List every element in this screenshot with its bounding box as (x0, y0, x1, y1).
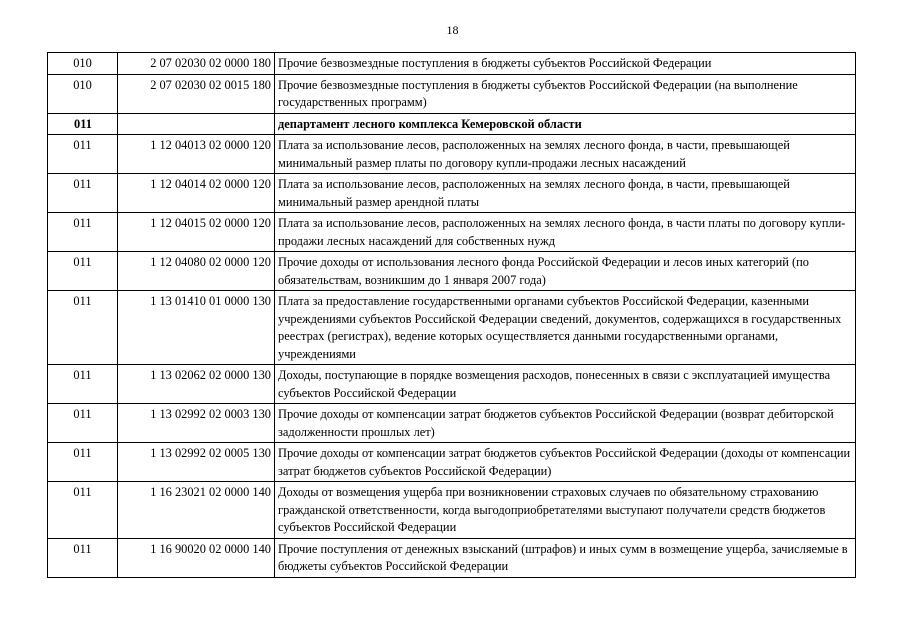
admin-code-cell: 011 (48, 174, 118, 213)
table-row (48, 443, 856, 482)
budget-code-cell: 1 13 02062 02 0000 130 (118, 365, 275, 404)
admin-code-cell: 010 (48, 74, 118, 113)
admin-code-cell: 011 (48, 213, 118, 252)
budget-code-cell: 1 12 04015 02 0000 120 (118, 213, 275, 252)
income-name-cell: Плата за предоставление государственными органами субъектов Российской Федерации, казенными учреждениями субъектов Российской Федерации сведений, документов, содержащихся в государственных реестрах (регистрах), ведение которых осуществляется данными государственными органами, учреждениями (275, 291, 856, 365)
budget-code-cell: 1 13 01410 01 0000 130 (118, 291, 275, 365)
income-name-cell: Прочие доходы от компенсации затрат бюджетов субъектов Российской Федерации (доходы от компенсации затрат бюджетов субъектов Российской Федерации) (275, 443, 856, 482)
budget-code-cell: 2 07 02030 02 0015 180 (118, 74, 275, 113)
admin-code-cell: 011 (48, 291, 118, 365)
income-name-cell: Доходы от возмещения ущерба при возникновении страховых случаев по обязательному страхованию гражданской ответственности, когда выгодоприобретателями выступают получатели средств бюджетов субъектов Российской Федерации (275, 482, 856, 539)
budget-code-cell: 1 13 02992 02 0003 130 (118, 404, 275, 443)
income-name-cell: Доходы, поступающие в порядке возмещения расходов, понесенных в связи с эксплуатацией имущества субъектов Российской Федерации (275, 365, 856, 404)
income-name-cell: Плата за использование лесов, расположенных на землях лесного фонда, в части платы по договору купли-продажи лесных насаждений для собственных нужд (275, 213, 856, 252)
table-row (48, 252, 856, 291)
budget-code-cell: 1 16 90020 02 0000 140 (118, 538, 275, 577)
admin-code-cell: 011 (48, 135, 118, 174)
admin-code-cell: 011 (48, 252, 118, 291)
income-name-cell: Прочие доходы от использования лесного фонда Российской Федерации и лесов иных категорий (по обязательствам, возникшим до 1 января 2007 года) (275, 252, 856, 291)
admin-code-cell: 011 (48, 443, 118, 482)
admin-code-cell: 011 (48, 404, 118, 443)
admin-code-cell: 011 (48, 113, 118, 135)
budget-code-cell: 1 12 04013 02 0000 120 (118, 135, 275, 174)
income-name-cell: Прочие доходы от компенсации затрат бюджетов субъектов Российской Федерации (возврат дебиторской задолженности прошлых лет) (275, 404, 856, 443)
income-name-cell: Прочие безвозмездные поступления в бюджеты субъектов Российской Федерации (275, 53, 856, 75)
table-row (48, 404, 856, 443)
page-number: 18 (446, 23, 459, 37)
budget-code-cell: 1 16 23021 02 0000 140 (118, 482, 275, 539)
table-row (48, 482, 856, 539)
table-row (48, 74, 856, 113)
table-row-section-header (48, 113, 856, 135)
income-name-cell: Прочие поступления от денежных взысканий (штрафов) и иных сумм в возмещение ущерба, зачисляемые в бюджеты субъектов Российской Федерации (275, 538, 856, 577)
table-row (48, 174, 856, 213)
admin-code-cell: 011 (48, 482, 118, 539)
admin-code-cell: 011 (48, 365, 118, 404)
table-row (48, 53, 856, 75)
table-row (48, 135, 856, 174)
income-name-cell: Плата за использование лесов, расположенных на землях лесного фонда, в части, превышающей минимальный размер платы по договору купли-продажи лесных насаждений (275, 135, 856, 174)
table-row (48, 538, 856, 577)
budget-codes-table (47, 52, 856, 578)
admin-code-cell: 010 (48, 53, 118, 75)
budget-code-cell: 1 12 04014 02 0000 120 (118, 174, 275, 213)
table-row (48, 213, 856, 252)
income-name-cell: Прочие безвозмездные поступления в бюджеты субъектов Российской Федерации (на выполнение государственных программ) (275, 74, 856, 113)
admin-code-cell: 011 (48, 538, 118, 577)
income-name-cell: Плата за использование лесов, расположенных на землях лесного фонда, в части, превышающей минимальный размер арендной платы (275, 174, 856, 213)
table-row (48, 291, 856, 365)
table-row (48, 365, 856, 404)
budget-code-cell: 1 12 04080 02 0000 120 (118, 252, 275, 291)
budget-code-cell: 1 13 02992 02 0005 130 (118, 443, 275, 482)
department-name-cell: департамент лесного комплекса Кемеровской области (275, 113, 856, 135)
budget-code-cell: 2 07 02030 02 0000 180 (118, 53, 275, 75)
budget-code-cell (118, 113, 275, 135)
